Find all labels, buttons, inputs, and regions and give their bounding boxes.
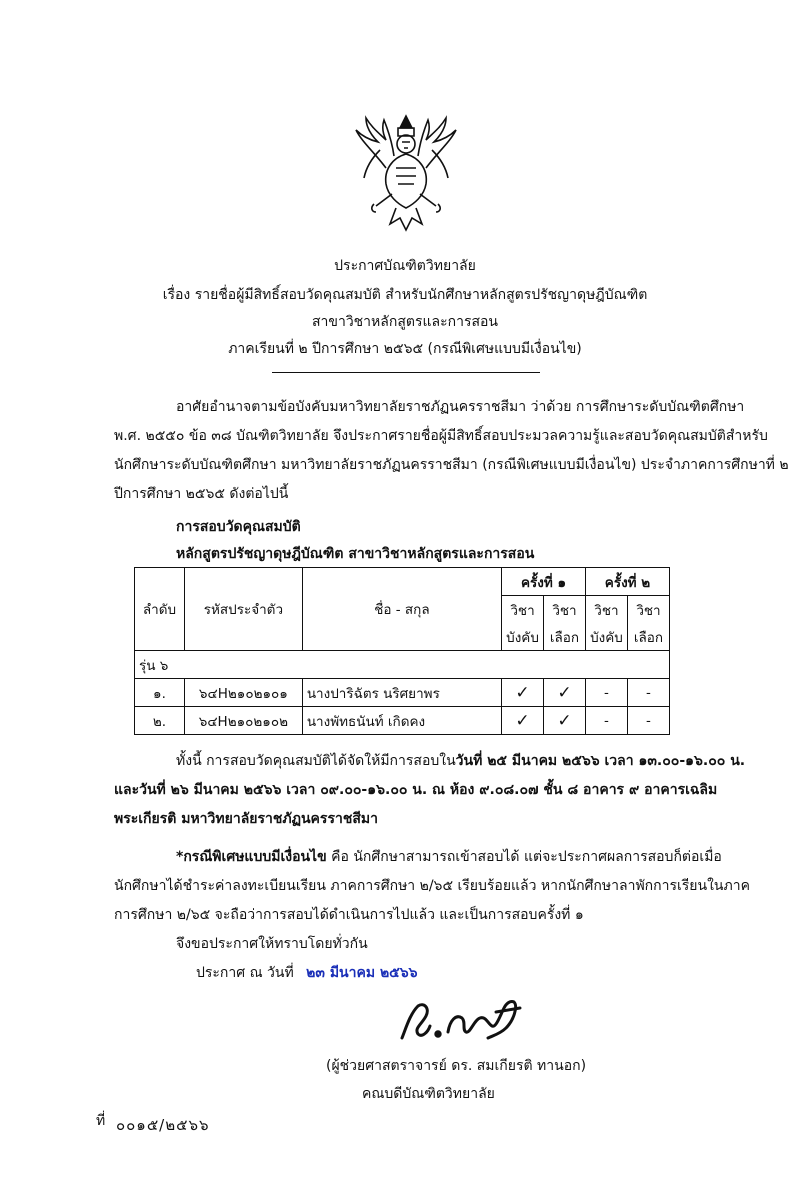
row-no: ๑. bbox=[135, 679, 185, 707]
reference-number: ๐๐๑๕/๒๕๖๖ bbox=[116, 1116, 210, 1134]
table-row bbox=[135, 679, 670, 707]
row-r1-req: ✓ bbox=[502, 679, 544, 707]
condition-text: คือ นักศึกษาสามารถเข้าสอบได้ แต่จะประกาศผลการสอบก็ต่อเมื่อ bbox=[326, 849, 722, 865]
schedule-line-1 bbox=[176, 750, 745, 772]
schedule-line-3: พระเกียรติ มหาวิทยาลัยราชภัฏนครราชสีมา bbox=[114, 811, 378, 827]
col-header-no: ลำดับ bbox=[135, 568, 185, 651]
reference-label: ที่ bbox=[96, 1113, 106, 1129]
row-r2-req: - bbox=[585, 679, 627, 707]
announcement-org: ประกาศบัณฑิตวิทยาลัย bbox=[334, 258, 476, 274]
row-name: นางพัทธนันท์ เกิดคง bbox=[302, 707, 501, 735]
condition-line-2: นักศึกษาได้ชำระค่าลงทะเบียนเรียน ภาคการศึกษา ๒/๖๕ เรียบร้อยแล้ว หากนักศึกษาลาพักการเรียนในภาค bbox=[114, 878, 750, 894]
row-r1-req: ✓ bbox=[502, 707, 544, 735]
row-r2-opt: - bbox=[627, 707, 669, 735]
row-no: ๒. bbox=[135, 707, 185, 735]
announced-label: ประกาศ ณ วันที่ bbox=[196, 965, 294, 981]
program-title: หลักสูตรปรัชญาดุษฎีบัณฑิต สาขาวิชาหลักสูตรและการสอน bbox=[176, 546, 535, 562]
closing-notice: จึงขอประกาศให้ทราบโดยทั่วกัน bbox=[176, 936, 368, 952]
row-r2-opt: - bbox=[627, 679, 669, 707]
col-header-id: รหัสประจำตัว bbox=[184, 568, 302, 651]
signer-position: คณบดีบัณฑิตวิทยาลัย bbox=[362, 1086, 495, 1102]
handwritten-signature bbox=[396, 994, 526, 1044]
intro-line-1: อาศัยอำนาจตามข้อบังคับมหาวิทยาลัยราชภัฏนครราชสีมา ว่าด้วย การศึกษาระดับบัณฑิตศึกษา bbox=[176, 399, 745, 415]
announced-line bbox=[196, 962, 418, 984]
row-name: นางปาริฉัตร นริศยาพร bbox=[302, 679, 501, 707]
announcement-term: ภาคเรียนที่ ๒ ปีการศึกษา ๒๕๖๕ (กรณีพิเศษแบบมีเงื่อนไข) bbox=[228, 341, 582, 357]
row-r1-opt: ✓ bbox=[544, 707, 586, 735]
table-row bbox=[135, 707, 670, 735]
intro-line-3: นักศึกษาระดับบัณฑิตศึกษา มหาวิทยาลัยราชภัฏนครราชสีมา (กรณีพิเศษแบบมีเงื่อนไข) ประจำภาคการศึกษาที่ ๒ bbox=[114, 457, 789, 473]
r2-req-header-b: บังคับ bbox=[585, 623, 627, 651]
announcement-major: สาขาวิชาหลักสูตรและการสอน bbox=[311, 314, 498, 330]
condition-label: *กรณีพิเศษแบบมีเงื่อนไข bbox=[176, 849, 327, 865]
announced-date: ๒๓ มีนาคม ๒๕๖๖ bbox=[306, 965, 418, 981]
group-label: รุ่น ๖ bbox=[135, 651, 670, 679]
signer-name: (ผู้ช่วยศาสตราจารย์ ดร. สมเกียรติ ทานอก) bbox=[326, 1058, 587, 1074]
col-header-round-1: ครั้งที่ ๑ bbox=[502, 568, 586, 596]
eligible-students-table bbox=[134, 567, 670, 735]
r2-opt-header-b: เลือก bbox=[627, 623, 669, 651]
r1-opt-header-a: วิชา bbox=[544, 596, 586, 624]
section-title: การสอบวัดคุณสมบัติ bbox=[176, 519, 301, 535]
schedule-date-1: วันที่ ๒๕ มีนาคม ๒๕๖๖ เวลา ๑๓.๐๐-๑๖.๐๐ น. bbox=[455, 753, 746, 769]
col-header-round-2: ครั้งที่ ๒ bbox=[585, 568, 669, 596]
r1-req-header-a: วิชา bbox=[502, 596, 544, 624]
r2-opt-header-a: วิชา bbox=[627, 596, 669, 624]
col-header-name: ชื่อ - สกุล bbox=[302, 568, 501, 651]
table-group-row bbox=[135, 651, 670, 679]
schedule-line-2: และวันที่ ๒๖ มีนาคม ๒๕๖๖ เวลา ๐๙.๐๐-๑๖.๐๐ น. ณ ห้อง ๙.๐๘.๐๗ ชั้น ๘ อาคาร ๙ อาคารเฉลิม bbox=[114, 782, 718, 798]
condition-line-1 bbox=[176, 846, 722, 868]
r1-opt-header-b: เลือก bbox=[544, 623, 586, 651]
row-r1-opt: ✓ bbox=[544, 679, 586, 707]
table-header-row bbox=[135, 568, 670, 596]
intro-line-4: ปีการศึกษา ๒๕๖๕ ดังต่อไปนี้ bbox=[114, 486, 289, 502]
header-divider bbox=[272, 372, 540, 373]
r1-req-header-b: บังคับ bbox=[502, 623, 544, 651]
schedule-text: ทั้งนี้ การสอบวัดคุณสมบัติได้จัดให้มีการสอบใน bbox=[176, 753, 456, 769]
intro-line-2: พ.ศ. ๒๕๕๐ ข้อ ๓๘ บัณฑิตวิทยาลัย จึงประกาศรายชื่อผู้มีสิทธิ์สอบประมวลความรู้และสอบวัดคุณสมบัติสำหรับ bbox=[114, 428, 768, 444]
garuda-emblem bbox=[352, 112, 460, 234]
row-r2-req: - bbox=[585, 707, 627, 735]
r2-req-header-a: วิชา bbox=[585, 596, 627, 624]
announcement-subject: เรื่อง รายชื่อผู้มีสิทธิ์สอบวัดคุณสมบัติ สำหรับนักศึกษาหลักสูตรปรัชญาดุษฎีบัณฑิต bbox=[162, 287, 648, 303]
row-id: ๖๔H๒๑๐๒๑๐๒ bbox=[184, 707, 302, 735]
row-id: ๖๔H๒๑๐๒๑๐๑ bbox=[184, 679, 302, 707]
condition-line-3: การศึกษา ๒/๖๕ จะถือว่าการสอบได้ดำเนินการไปแล้ว และเป็นการสอบครั้งที่ ๑ bbox=[114, 907, 584, 923]
